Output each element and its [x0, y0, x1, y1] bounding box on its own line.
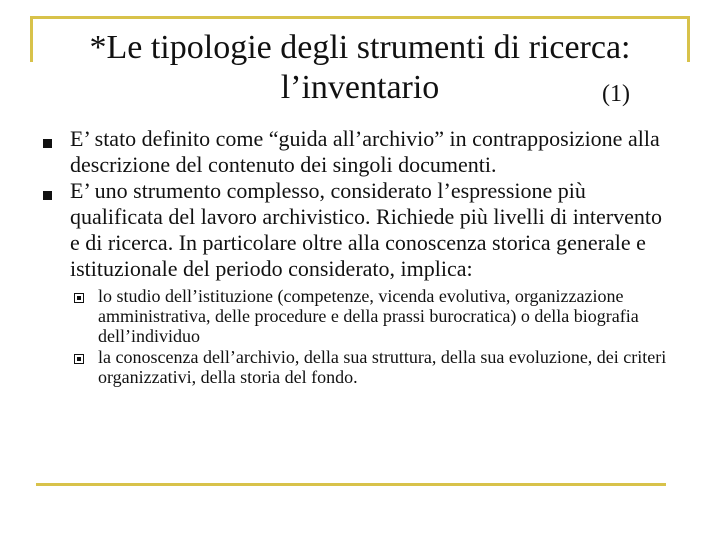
- bullet-text-definition: E’ stato definito come “guida all’archivio” in contrapposizione alla descrizione del contenuto dei singoli documenti.: [70, 126, 660, 177]
- bullet-item-complexity: [40, 178, 670, 282]
- boxed-square-bullet-icon: [74, 293, 84, 303]
- title-line-1: *Le tipologie degli strumenti di ricerca:: [89, 29, 631, 66]
- left-frame-line: [30, 16, 33, 62]
- sub-bullet-item-institution: [98, 286, 670, 346]
- square-bullet-icon: [43, 191, 52, 200]
- title-line-2-container: [40, 68, 680, 108]
- bullet-text-complexity: E’ uno strumento complesso, considerato l’espressione più qualificata del lavoro archivistico. Richiede più livelli di intervento e di ricerca. In particolare oltre alla conoscenza storica generale e istituzionale del periodo considerato, implica:: [70, 178, 662, 281]
- square-bullet-icon: [43, 139, 52, 148]
- sub-bullet-item-archive: [98, 347, 670, 387]
- title-line-2: l’inventario: [280, 69, 440, 106]
- sub-bullet-list: [40, 286, 670, 387]
- right-frame-line: [687, 16, 690, 62]
- sub-bullet-text-archive: la conoscenza dell’archivio, della sua struttura, della sua evoluzione, dei criteri organizzativi, della storia del fondo.: [98, 347, 667, 387]
- bottom-frame-line: [36, 483, 666, 486]
- slide-title: [40, 28, 680, 108]
- boxed-square-bullet-icon: [74, 354, 84, 364]
- sub-bullet-text-institution: lo studio dell’istituzione (competenze, vicenda evolutiva, organizzazione amministrativa, delle procedure e della prassi burocratica) o della biografia dell’individuo: [98, 286, 639, 346]
- bullet-item-definition: [40, 126, 670, 178]
- title-counter: (1): [602, 81, 630, 107]
- bullet-list: [40, 126, 670, 388]
- top-frame-line: [30, 16, 690, 19]
